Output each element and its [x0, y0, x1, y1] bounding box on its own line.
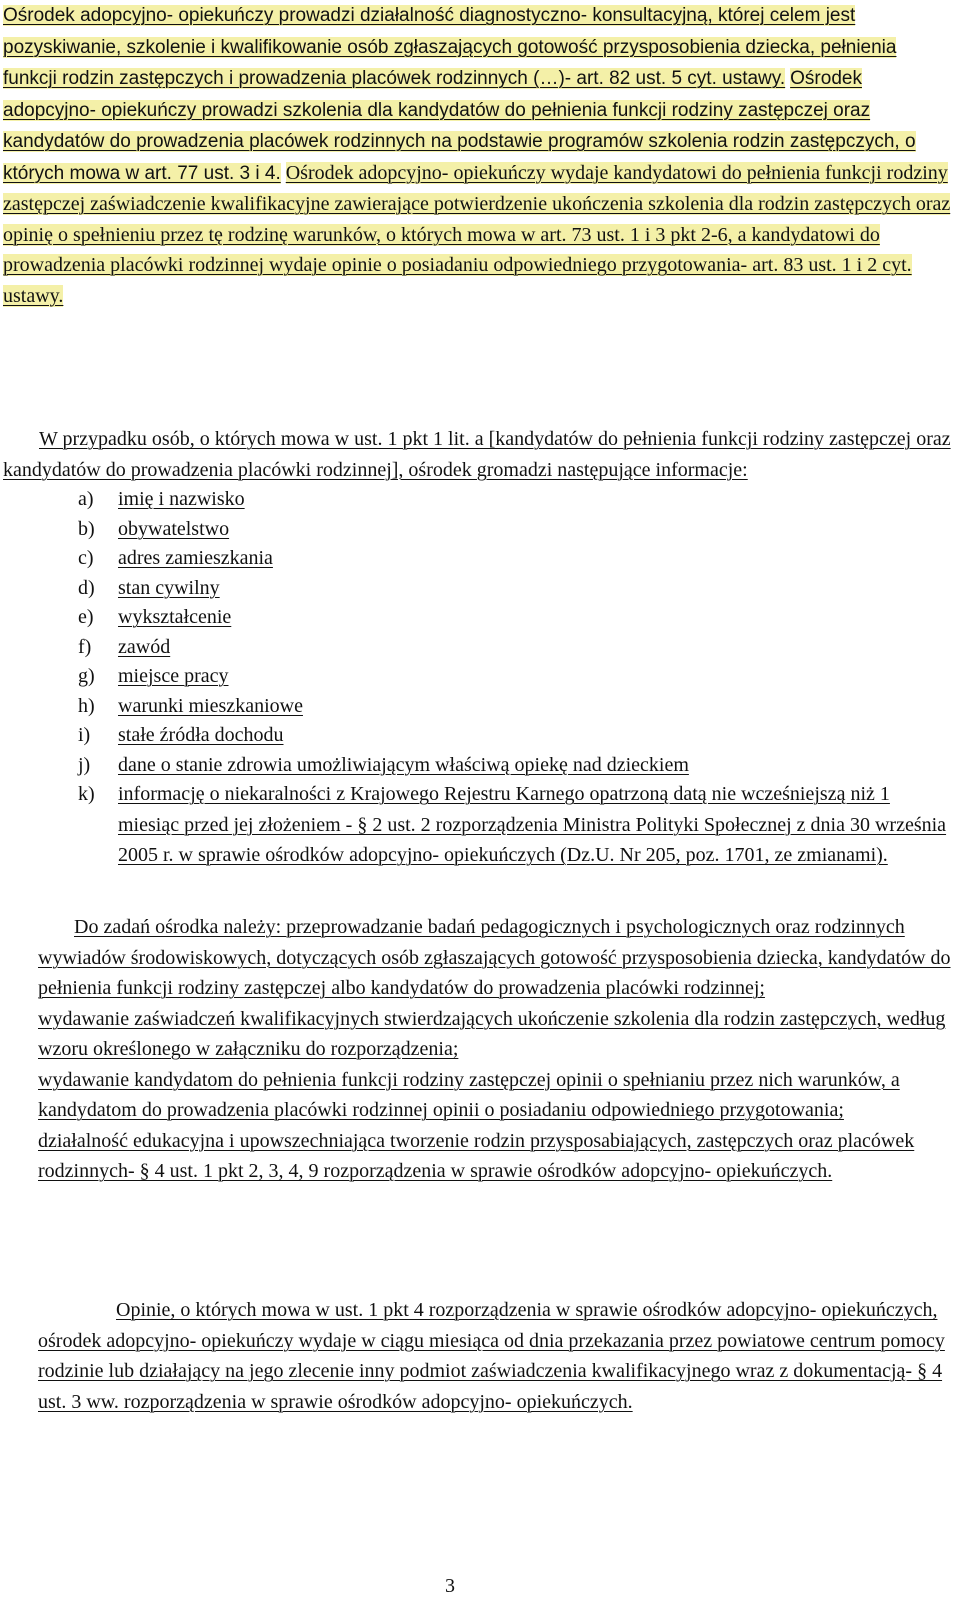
tasks-lead-text: Do zadań ośrodka należy: przeprowadzanie badań pedagogicznych i psychologicznych oraz rodzinnych wywiadów środowiskowych, dotyczących osób zgłaszających gotowość przysposobienia dziecka, kandydatów do pełnienia funkcji rodziny zastępczej albo kandydatów do prowadzenia placówki rodzinnej;	[38, 916, 951, 999]
list-item-label: e)	[78, 606, 94, 628]
list-item-label: i)	[78, 724, 91, 746]
list-item-label: k)	[78, 783, 95, 805]
page-number: 3	[445, 1575, 455, 1597]
tasks-item-text: działalność edukacyjna i upowszechniająca tworzenie rodzin przysposabiających, zastępczych oraz placówek rodzinnych- § 4 ust. 1 pkt 2, 3, 4, 9 rozporządzenia w sprawie ośrodków adopcyjno- opiekuńczych.	[38, 1129, 915, 1182]
tasks-line-3	[38, 1065, 953, 1126]
paragraph-activity	[3, 0, 953, 311]
tasks-line-1	[38, 912, 953, 1004]
paragraph-opinions	[38, 1295, 953, 1417]
paragraph-info-intro-text: W przypadku osób, o których mowa w ust. 1 pkt 1 lit. a [kandydatów do pełnienia funkcji rodziny zastępczej oraz kandydatów do prowadzenia placówki rodzinnej], ośrodek gromadzi następujące informacje:	[3, 428, 951, 481]
list-item-text: imię i nazwisko	[118, 488, 245, 510]
list-item-label: d)	[78, 576, 95, 599]
tasks-line-2	[38, 1004, 953, 1065]
tasks-item-text: wydawanie kandydatom do pełnienia funkcji rodziny zastępczej opinii o spełnianiu przez nich warunków, a kandydatom do prowadzenia placówki rodzinnej opinii o posiadaniu odpowiedniego przygotowania;	[38, 1068, 900, 1121]
list-item-label: j)	[78, 753, 91, 776]
list-item-label: g)	[78, 665, 95, 687]
list-item-text: zawód	[118, 635, 171, 658]
paragraph-activity-s1: Ośrodek adopcyjno- opiekuńczy prowadzi działalność diagnostyczno- konsultacyjną, której celem jest pozyskiwanie, szkolenie i kwalifikowanie osób zgłaszających gotowość przysposobienia dziecka, pełnienia funkcji rodzin zastępczych i prowadzenia placówek rodzinnych (…)- art. 82 ust. 5 cyt. ustawy.	[3, 5, 897, 89]
tasks-item-text: wydawanie zaświadczeń kwalifikacyjnych stwierdzających ukończenie szkolenia dla rodzin zastępczych, według wzoru określonego w załączniku do rozporządzenia;	[38, 1007, 946, 1060]
paragraph-tasks	[38, 912, 953, 1187]
list-item-text: warunki mieszkaniowe	[118, 694, 303, 717]
list-item-label: b)	[78, 517, 95, 540]
paragraph-opinions-text: Opinie, o których mowa w ust. 1 pkt 4 rozporządzenia w sprawie ośrodków adopcyjno- opiekuńczych, ośrodek adopcyjno- opiekuńczy wydaje w ciągu miesiąca od dnia przekazania przez powiatowe centrum pomocy rodzinie lub działający na jego zlecenie inny podmiot zaświadczenia kwalifikacyjnego wraz z dokumentacją- § 4 ust. 3 ww. rozporządzenia w sprawie ośrodków adopcyjno- opiekuńczych.	[38, 1299, 945, 1413]
list-item-text: adres zamieszkania	[118, 547, 273, 569]
list-item-text: wykształcenie	[118, 606, 232, 628]
list-item-label: c)	[78, 547, 94, 569]
list-item-text: obywatelstwo	[118, 517, 230, 540]
list-item-label: h)	[78, 694, 95, 717]
list-item-label: a)	[78, 488, 94, 510]
list-item-text: dane o stanie zdrowia umożliwiającym właściwą opiekę nad dzieckiem	[118, 753, 689, 776]
tasks-line-4	[38, 1126, 953, 1187]
paragraph-activity-s3: Ośrodek adopcyjno- opiekuńczy wydaje kandydatowi do pełnienia funkcji rodziny zastępczej zaświadczenie kwalifikacyjne zawierające potwierdzenie ukończenia szkolenia dla rodzin zastępczych oraz opinię o spełnieniu przez tę rodzinę warunków, o których mowa w art. 73 ust. 1 i 3 pkt 2-6, a kandydatowi do prowadzenia placówki rodzinnej wydaje opinie o posiadaniu odpowiedniego przygotowania- art. 83 ust. 1 i 2 cyt. ustawy.	[3, 161, 951, 307]
list-item-label: f)	[78, 635, 92, 658]
list-item-text: stan cywilny	[118, 576, 220, 599]
list-item-text: informację o niekaralności z Krajowego Rejestru Karnego opatrzoną datą nie wcześniejszą niż 1 miesiąc przed jej złożeniem - § 2 ust. 2 rozporządzenia Ministra Polityki Społecznej z dnia 30 września 2005 r. w sprawie ośrodków adopcyjno- opiekuńczych (Dz.U. Nr 205, poz. 1701, ze zmianami).	[118, 783, 947, 866]
list-item-text: stałe źródła dochodu	[118, 724, 284, 746]
paragraph-info-intro	[3, 424, 953, 485]
list-item-text: miejsce pracy	[118, 665, 229, 687]
paragraph-activity-s2: Ośrodek adopcyjno- opiekuńczy prowadzi szkolenia dla kandydatów do pełnienia funkcji rodziny zastępczej oraz kandydatów do prowadzenia placówek rodzinnych na podstawie programów szkolenia rodzin zastępczych, o których mowa w art. 77 ust. 3 i 4.	[3, 68, 916, 184]
